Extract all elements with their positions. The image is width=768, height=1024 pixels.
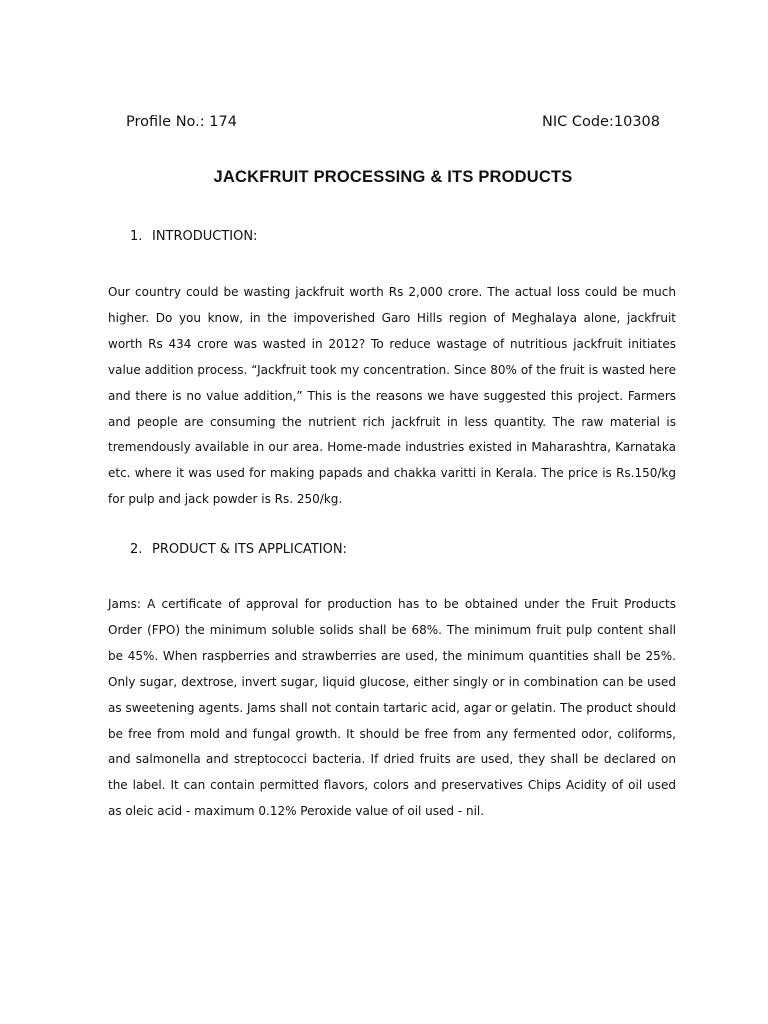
section-heading-introduction <box>130 228 257 246</box>
product-application-paragraph: Jams: A certificate of approval for production has to be obtained under the Fruit Products Order (FPO) the minimum soluble solids shall be 68%. The minimum fruit pulp content shall be 45%. When raspberries and strawberries are used, the minimum quantities shall be 25%. Only sugar, dextrose, invert sugar, liquid glucose, either singly or in combination can be used as sweetening agents. Jams shall not contain tartaric acid, agar or gelatin. The product should be free from mold and fungal growth. It should be free from any fermented odor, coliforms, and salmonella and streptococci bacteria. If dried fruits are used, they shall be declared on the label. It can contain permitted flavors, colors and preservatives Chips Acidity of oil used as oleic acid - maximum 0.12% Peroxide value of oil used - nil. <box>108 597 676 819</box>
section-heading-text: PRODUCT & ITS APPLICATION: <box>152 542 347 557</box>
section-heading-product-application <box>130 541 347 559</box>
profile-number: Profile No.: 174 <box>126 114 237 130</box>
nic-code: NIC Code:10308 <box>542 114 660 130</box>
introduction-paragraph: Our country could be wasting jackfruit worth Rs 2,000 crore. The actual loss could be much higher. Do you know, in the impoverished Garo Hills region of Meghalaya alone, jackfruit worth Rs 434 crore was wasted in 2012? To reduce wastage of nutritious jackfruit initiates value addition process. “Jackfruit took my concentration. Since 80% of the fruit is wasted here and there is no value addition,” This is the reasons we have suggested this project. Farmers and people are consuming the nutrient rich jackfruit in less quantity. The raw material is tremendously available in our area. Home-made industries existed in Maharashtra, Karnataka etc. where it was used for making papads and chakka varitti in Kerala. The price is Rs.150/kg for pulp and jack powder is Rs. 250/kg. <box>108 285 676 507</box>
section-heading-text: INTRODUCTION: <box>152 229 258 244</box>
profile-header <box>126 112 660 132</box>
document-title: JACKFRUIT PROCESSING & ITS PRODUCTS <box>213 168 573 186</box>
section-number: 1. <box>130 229 143 244</box>
section-number: 2. <box>130 542 143 557</box>
